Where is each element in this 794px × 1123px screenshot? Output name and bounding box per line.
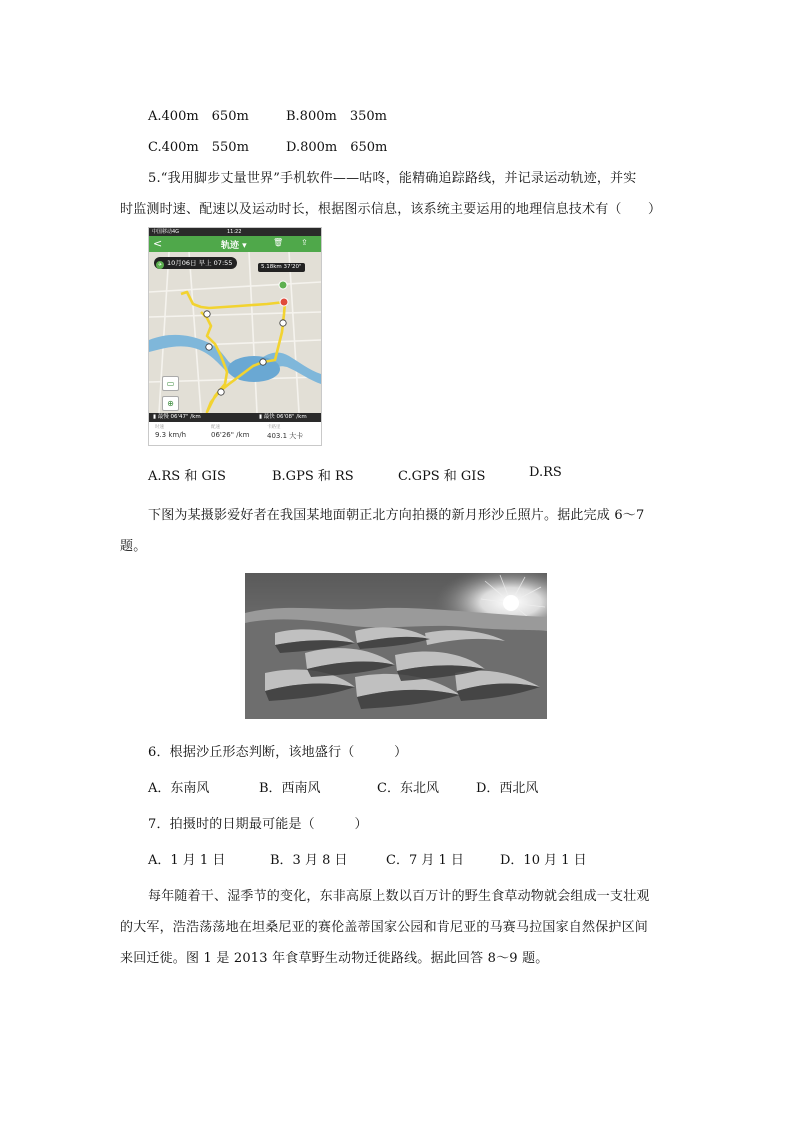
nav-title: 轨迹 ▾ xyxy=(221,241,247,251)
q7-option-c: C．7 月 1 日 xyxy=(386,853,464,868)
option-b: B.800m 350m xyxy=(286,109,387,124)
q7-option-b: B．3 月 8 日 xyxy=(270,853,348,868)
q5-option-a: A.RS 和 GIS xyxy=(148,469,226,484)
q5-option-c: C.GPS 和 GIS xyxy=(398,469,486,484)
app-nav-bar xyxy=(149,236,321,252)
question-7-stem: 7．拍摄时的日期最可能是（ ） xyxy=(148,817,368,832)
question-5-line-1: 5.“我用脚步丈量世界”手机软件——咕咚，能精确追踪路线，并记录运动轨迹，并实 xyxy=(148,171,637,186)
intro-8-9-line-2: 的大军，浩浩荡荡地在坦桑尼亚的赛伦盖蒂国家公园和肯尼亚的马赛马拉国家自然保护区间 xyxy=(120,920,649,935)
clock-label: 11:22 xyxy=(227,229,242,235)
q7-option-a: A．1 月 1 日 xyxy=(148,853,226,868)
intro-6-7-line-2: 题。 xyxy=(120,539,147,554)
q6-option-b: B．西南风 xyxy=(259,781,321,796)
option-c: C.400m 550m xyxy=(148,140,249,155)
q5-option-b: B.GPS 和 RS xyxy=(272,469,354,484)
back-icon: < xyxy=(153,237,163,250)
q6-option-d: D．西北风 xyxy=(476,781,539,796)
question-5-line-2: 时监测时速、配速以及运动时长，根据图示信息，该系统主要运用的地理信息技术有（ ） xyxy=(120,202,662,217)
layer-button[interactable]: ▭ xyxy=(162,376,179,391)
intro-6-7-line-1: 下图为某摄影爱好者在我国某地面朝正北方向拍摄的新月形沙丘照片。据此完成 6～7 xyxy=(148,508,645,523)
running-app-screenshot xyxy=(148,227,322,446)
share-icon: ⇪ xyxy=(301,238,308,247)
status-bar xyxy=(149,228,321,236)
option-d: D.800m 650m xyxy=(286,140,388,155)
question-6-stem: 6．根据沙丘形态判断，该地盛行（ ） xyxy=(148,745,408,760)
stats-panel xyxy=(149,422,321,445)
pace-bar xyxy=(149,413,321,422)
distance-badge: 5.18km 37'20" xyxy=(258,263,305,272)
intro-8-9-line-3: 来回迁徙。图 1 是 2013 年食草野生动物迁徙路线。据此回答 8～9 题。 xyxy=(120,951,549,966)
fastest-pace: ▮ 最快 06'08" /km xyxy=(259,414,307,420)
stat-pace: 配速 06'26" /km xyxy=(211,425,250,439)
sand-dune-photo xyxy=(245,573,547,719)
q6-option-a: A．东南风 xyxy=(148,781,210,796)
q6-option-c: C．东北风 xyxy=(377,781,439,796)
q7-option-d: D．10 月 1 日 xyxy=(500,853,587,868)
runner-icon: ✈ xyxy=(157,262,163,268)
q5-option-d: D.RS xyxy=(529,465,562,480)
slowest-pace: ▮ 最慢 06'47" /km xyxy=(153,414,201,420)
stat-calories: 卡路里 403.1 大卡 xyxy=(267,425,304,440)
option-a: A.400m 650m xyxy=(148,109,249,124)
intro-8-9-line-1: 每年随着干、湿季节的变化，东非高原上数以百万计的野生食草动物就会组成一支壮观 xyxy=(148,889,650,904)
stat-speed: 时速 9.3 km/h xyxy=(155,425,187,439)
date-chip: ✈ 10月06日 早上 07:55 xyxy=(154,257,237,269)
trash-icon: 🗑 xyxy=(273,238,284,247)
carrier-label: 中国移动4G xyxy=(152,229,180,235)
locate-button[interactable]: ⊕ xyxy=(162,396,179,411)
